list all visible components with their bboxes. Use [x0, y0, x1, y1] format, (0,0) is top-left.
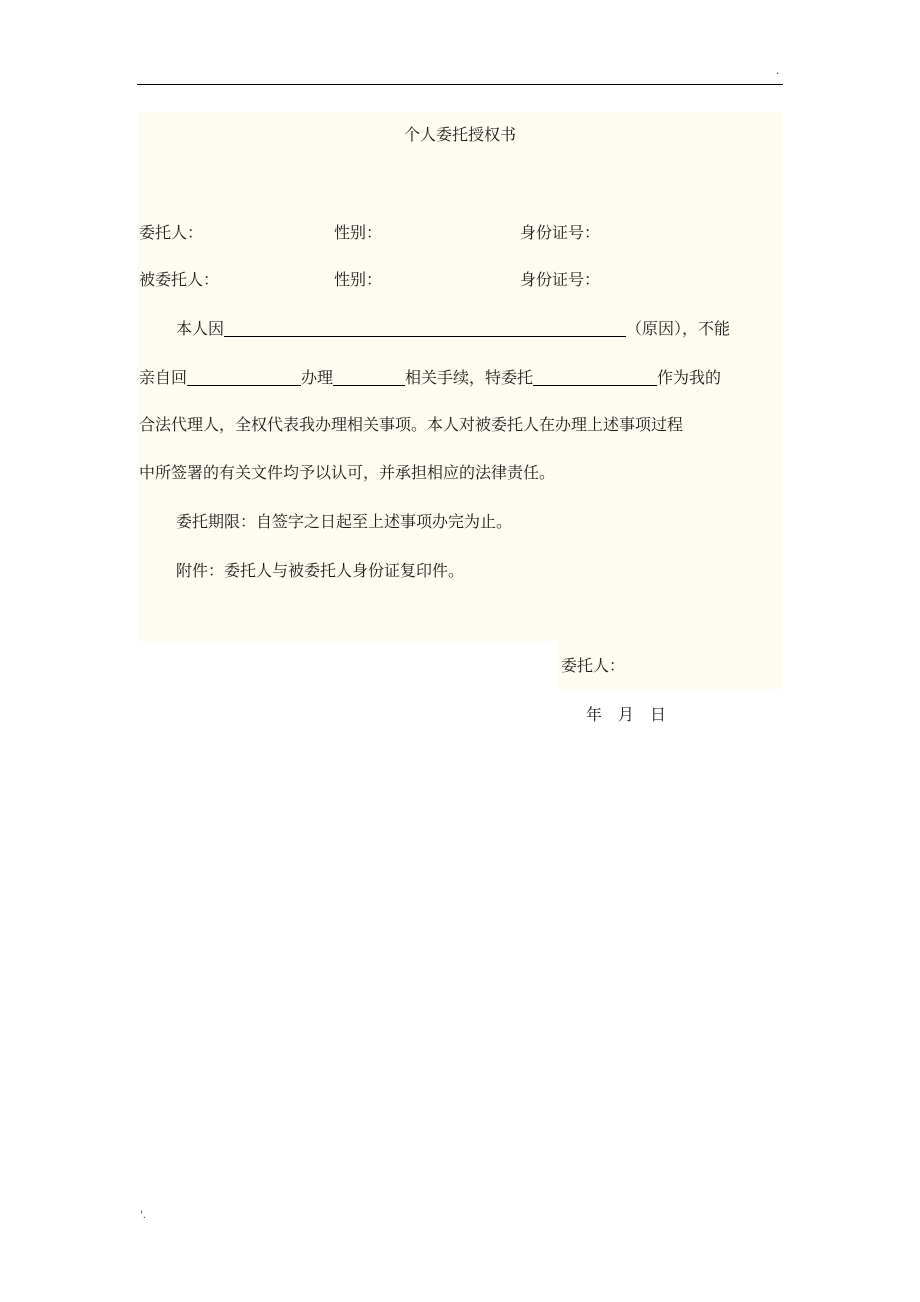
signature-date-label: 年 月 日 — [586, 705, 667, 724]
body-line-3: 合法代理人，全权代表我办理相关事项。本人对被委托人在办理上述事项过程 — [139, 415, 684, 434]
agent-gender-label: 性别： — [334, 270, 383, 289]
as-agent-text: 作为我的 — [657, 368, 722, 387]
reason-suffix-text: （原因），不能 — [626, 319, 731, 338]
reason-blank — [224, 318, 626, 337]
procedures-text: 相关手续，特委托 — [405, 368, 534, 387]
header-mark: . — [776, 66, 780, 77]
return-lead-text: 亲自回 — [139, 368, 188, 387]
principal-label: 委托人： — [139, 223, 204, 242]
body-line-1 — [176, 318, 730, 340]
matter-blank — [333, 367, 405, 386]
footer-mark: '. — [140, 1210, 146, 1221]
reason-lead-text: 本人因 — [176, 319, 225, 338]
location-blank — [187, 367, 301, 386]
document-title: 个人委托授权书 — [403, 125, 516, 144]
agent-name-blank — [533, 367, 657, 386]
body-line-4: 中所签署的有关文件均予以认可，并承担相应的法律责任。 — [139, 463, 556, 482]
agent-label: 被委托人： — [139, 270, 220, 289]
handle-text: 办理 — [301, 368, 334, 387]
principal-id-label: 身份证号： — [520, 223, 601, 242]
body-line-2 — [139, 367, 721, 389]
header-rule — [137, 84, 783, 85]
signature-principal-label: 委托人： — [561, 656, 626, 675]
attachment-line: 附件：委托人与被委托人身份证复印件。 — [176, 561, 465, 580]
principal-gender-label: 性别： — [334, 223, 383, 242]
agent-id-label: 身份证号： — [520, 270, 601, 289]
term-line: 委托期限：自签字之日起至上述事项办完为止。 — [176, 512, 513, 531]
